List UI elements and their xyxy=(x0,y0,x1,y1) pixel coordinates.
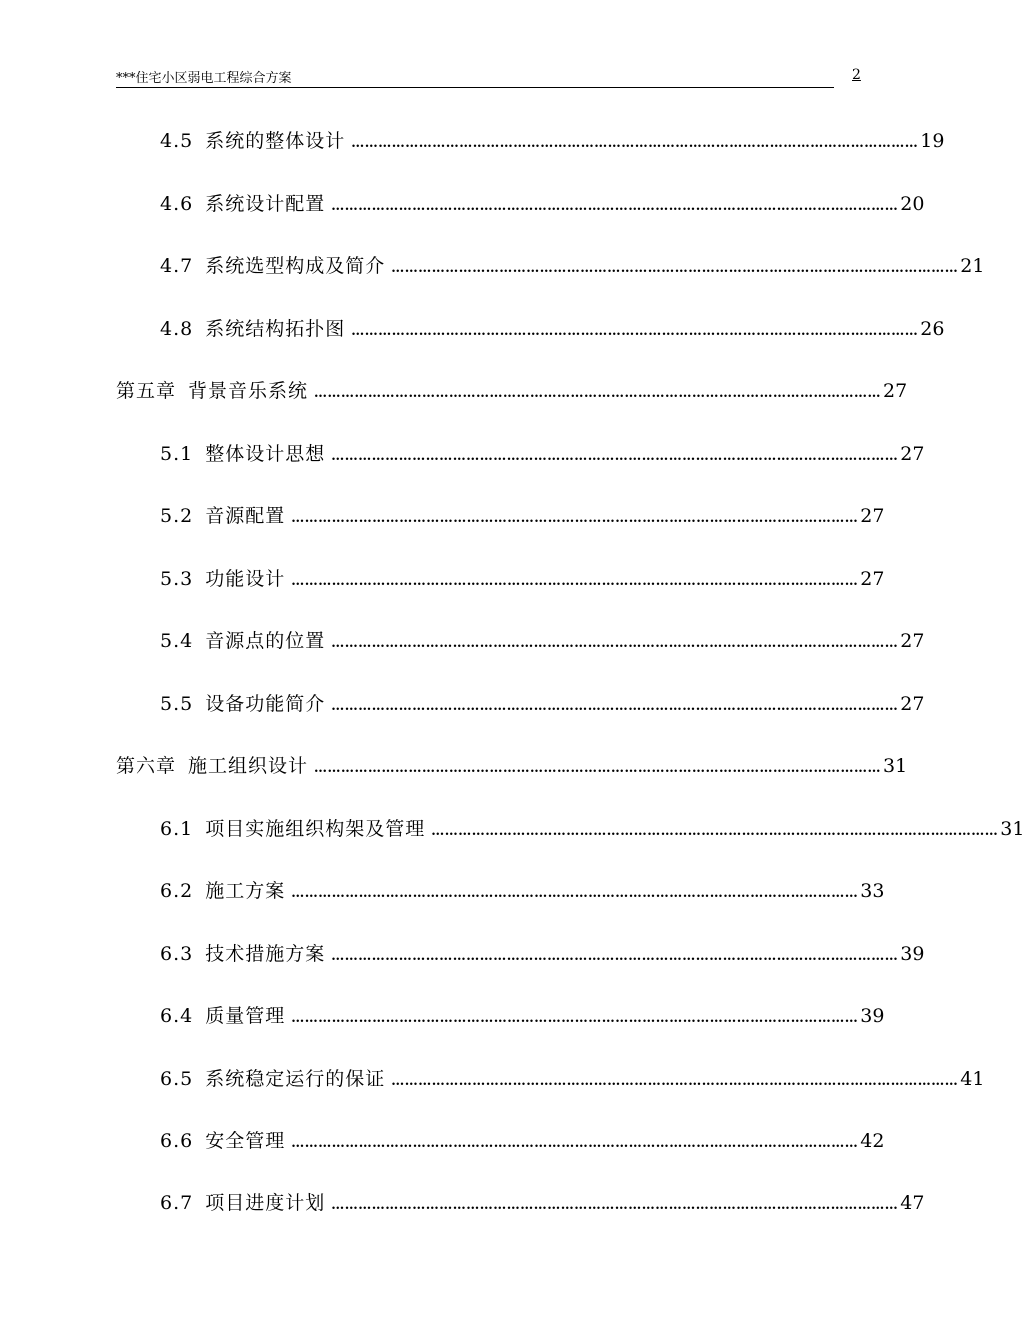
toc-chapter-5[interactable] xyxy=(116,376,908,406)
dot-leader: ……………………………………………………………………………………………………………… xyxy=(351,324,919,339)
toc-text: 系统结构拓扑图 xyxy=(205,318,346,340)
dot-leader: ……………………………………………………………………………………………………………… xyxy=(431,824,999,839)
document-title: ***住宅小区弱电工程综合方案 xyxy=(116,71,292,86)
dot-leader: ……………………………………………………………………………………………………………… xyxy=(291,511,859,526)
toc-number: 6.3 xyxy=(160,943,194,965)
toc-number: 4.5 xyxy=(160,130,194,152)
toc-number: 6.7 xyxy=(160,1192,194,1214)
toc-number: 5.5 xyxy=(160,693,194,715)
dot-leader: ……………………………………………………………………………………………………………… xyxy=(291,1136,859,1151)
toc-entry-6-2[interactable] xyxy=(160,876,885,906)
toc-entry-4-8[interactable] xyxy=(160,314,945,344)
toc-page: 33 xyxy=(860,880,885,902)
toc-number: 4.7 xyxy=(160,255,194,277)
toc-chapter-6[interactable] xyxy=(116,751,908,781)
toc-entry-6-5[interactable] xyxy=(160,1064,985,1094)
dot-leader: ……………………………………………………………………………………………………………… xyxy=(391,1074,959,1089)
toc-number: 4.8 xyxy=(160,318,194,340)
toc-text: 质量管理 xyxy=(205,1005,286,1027)
toc-page: 47 xyxy=(900,1192,925,1214)
toc-text: 系统的整体设计 xyxy=(205,130,346,152)
dot-leader: ……………………………………………………………………………………………………………… xyxy=(391,261,959,276)
toc-number: 6.5 xyxy=(160,1068,194,1090)
toc-text: 设备功能简介 xyxy=(205,693,326,715)
toc-text: 系统选型构成及简介 xyxy=(205,255,386,277)
toc-number: 6.2 xyxy=(160,880,194,902)
toc-entry-6-6[interactable] xyxy=(160,1126,885,1156)
dot-leader: ……………………………………………………………………………………………………………… xyxy=(291,574,859,589)
toc-page: 42 xyxy=(860,1130,885,1152)
toc-text: 音源配置 xyxy=(205,505,286,527)
toc-text: 功能设计 xyxy=(205,568,286,590)
toc-entry-4-7[interactable] xyxy=(160,251,985,281)
toc-entry-6-3[interactable] xyxy=(160,939,925,969)
toc-entry-5-1[interactable] xyxy=(160,439,925,469)
dot-leader: ……………………………………………………………………………………………………………… xyxy=(331,1198,899,1213)
toc-entry-6-7[interactable] xyxy=(160,1188,925,1218)
toc-entry-5-4[interactable] xyxy=(160,626,925,656)
dot-leader: ……………………………………………………………………………………………………………… xyxy=(331,949,899,964)
toc-number: 5.4 xyxy=(160,630,194,652)
toc-page: 20 xyxy=(900,193,925,215)
toc-text: 背景音乐系统 xyxy=(188,380,309,402)
toc-text: 系统设计配置 xyxy=(205,193,326,215)
dot-leader: ……………………………………………………………………………………………………………… xyxy=(331,636,899,651)
toc-text: 音源点的位置 xyxy=(205,630,326,652)
page-header xyxy=(116,66,834,88)
toc-entry-4-6[interactable] xyxy=(160,189,925,219)
dot-leader: ……………………………………………………………………………………………………………… xyxy=(291,886,859,901)
toc-entry-5-2[interactable] xyxy=(160,501,885,531)
toc-page: 21 xyxy=(960,255,985,277)
toc-number: 6.4 xyxy=(160,1005,194,1027)
toc-entry-5-5[interactable] xyxy=(160,689,925,719)
dot-leader: ……………………………………………………………………………………………………………… xyxy=(331,449,899,464)
toc-page: 26 xyxy=(920,318,945,340)
toc-page: 39 xyxy=(860,1005,885,1027)
toc-number: 5.2 xyxy=(160,505,194,527)
toc-page: 27 xyxy=(860,568,885,590)
toc-number: 6.1 xyxy=(160,818,194,840)
toc-page: 39 xyxy=(900,943,925,965)
dot-leader: ……………………………………………………………………………………………………………… xyxy=(351,136,919,151)
toc-text: 项目进度计划 xyxy=(205,1192,326,1214)
toc-page: 19 xyxy=(920,130,945,152)
toc-page: 27 xyxy=(883,380,908,402)
toc-number: 4.6 xyxy=(160,193,194,215)
toc-page: 27 xyxy=(900,443,925,465)
page-number: 2 xyxy=(852,67,861,83)
toc-text: 安全管理 xyxy=(205,1130,286,1152)
toc-page: 27 xyxy=(900,693,925,715)
toc-chapter-label: 第六章 xyxy=(116,755,177,777)
toc-text: 整体设计思想 xyxy=(205,443,326,465)
toc-text: 系统稳定运行的保证 xyxy=(205,1068,386,1090)
toc-page: 31 xyxy=(883,755,908,777)
toc-text: 施工组织设计 xyxy=(188,755,309,777)
toc-page: 27 xyxy=(900,630,925,652)
toc-page: 41 xyxy=(960,1068,985,1090)
toc-number: 5.1 xyxy=(160,443,194,465)
toc-entry-6-4[interactable] xyxy=(160,1001,885,1031)
toc-number: 5.3 xyxy=(160,568,194,590)
toc-page: 27 xyxy=(860,505,885,527)
dot-leader: ……………………………………………………………………………………………………………… xyxy=(291,1011,859,1026)
toc-entry-5-3[interactable] xyxy=(160,564,885,594)
toc-page: 31 xyxy=(1000,818,1024,840)
toc-chapter-label: 第五章 xyxy=(116,380,177,402)
toc-text: 项目实施组织构架及管理 xyxy=(205,818,426,840)
dot-leader: ……………………………………………………………………………………………………………… xyxy=(314,386,882,401)
toc-entry-4-5[interactable] xyxy=(160,126,945,156)
dot-leader: ……………………………………………………………………………………………………………… xyxy=(331,699,899,714)
dot-leader: ……………………………………………………………………………………………………………… xyxy=(331,199,899,214)
toc-entry-6-1[interactable] xyxy=(160,814,1024,844)
dot-leader: ……………………………………………………………………………………………………………… xyxy=(314,761,882,776)
toc-text: 施工方案 xyxy=(205,880,286,902)
toc-text: 技术措施方案 xyxy=(205,943,326,965)
toc-number: 6.6 xyxy=(160,1130,194,1152)
